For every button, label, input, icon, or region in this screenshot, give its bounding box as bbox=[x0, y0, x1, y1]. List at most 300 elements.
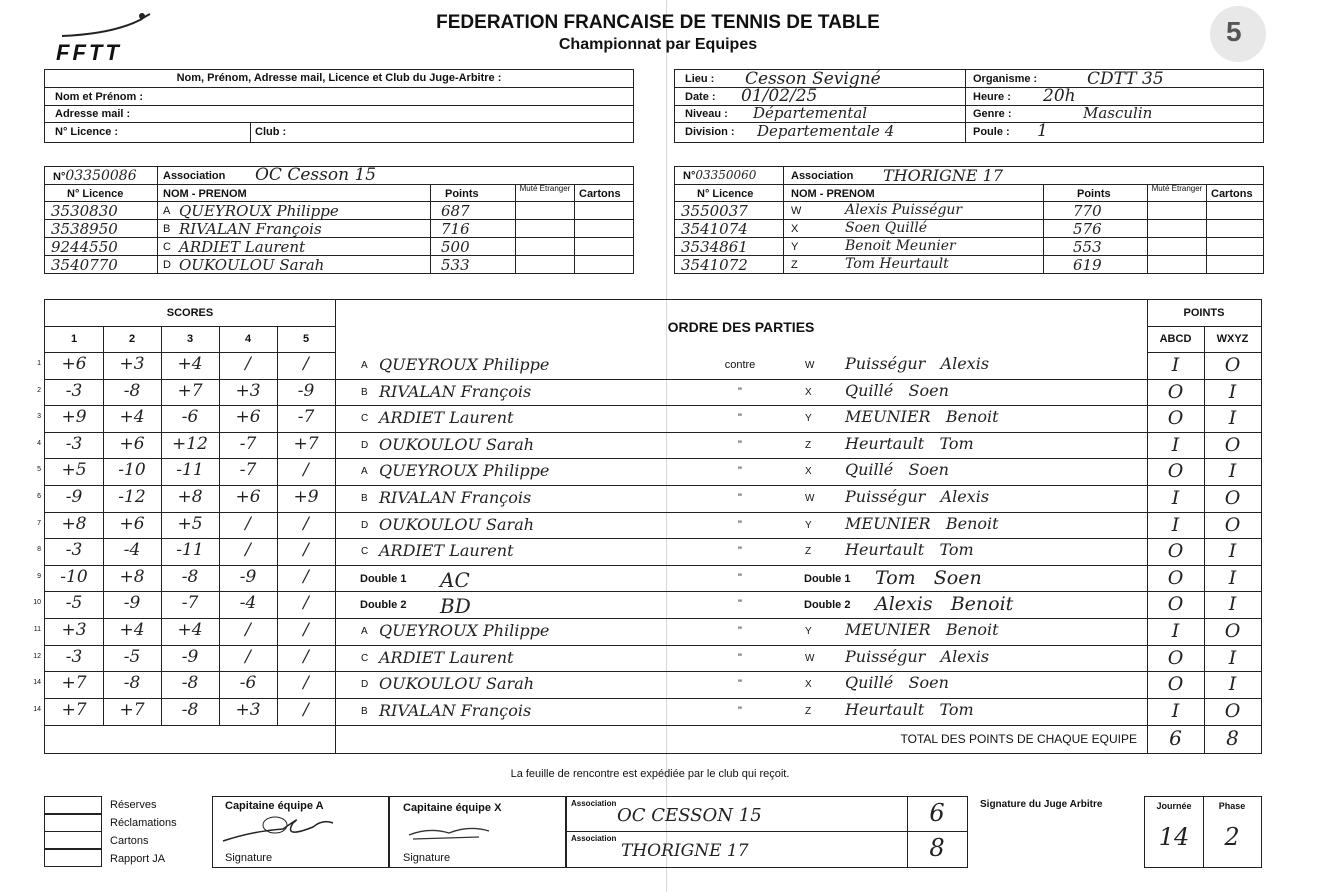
player-a-name: RIVALAN François bbox=[379, 381, 532, 401]
set-score: / bbox=[245, 540, 251, 561]
player-x-name: Heurtault Tom bbox=[845, 699, 974, 719]
set-score: -8 bbox=[123, 380, 141, 401]
reclamations-checkbox[interactable] bbox=[44, 813, 102, 832]
set-score: -4 bbox=[123, 540, 141, 561]
player-x-name: Puisségur Alexis bbox=[845, 354, 990, 373]
set-score: +6 bbox=[61, 354, 87, 374]
scores-header: SCORES bbox=[166, 307, 214, 319]
player-x-name: MEUNIER Benoit bbox=[845, 513, 999, 533]
player-licence: 3550037 bbox=[681, 202, 748, 220]
assoc-a-name: OC CESSON 15 bbox=[617, 805, 762, 826]
set-header-4: 4 bbox=[244, 333, 252, 345]
date-label: Date : bbox=[685, 91, 716, 103]
player-x-name: Tom Soen bbox=[875, 566, 982, 589]
player-x-letter: Y bbox=[805, 519, 812, 531]
point-wxyz: O bbox=[1224, 354, 1241, 376]
player-a-letter: B bbox=[361, 493, 368, 504]
point-wxyz: O bbox=[1224, 513, 1241, 536]
player-name: Soen Quillé bbox=[845, 220, 927, 236]
match-number: 14 bbox=[33, 705, 41, 713]
set-header-2: 2 bbox=[128, 333, 136, 345]
captain-a-label: Capitaine équipe A bbox=[225, 800, 324, 812]
match-info-box bbox=[674, 69, 1264, 143]
player-a-name: BD bbox=[440, 594, 471, 619]
set-score: -6 bbox=[181, 407, 199, 428]
set-header-5: 5 bbox=[302, 333, 310, 345]
incident-checkboxes bbox=[44, 796, 204, 868]
point-wxyz: O bbox=[1224, 699, 1241, 722]
player-licence: 3541072 bbox=[681, 256, 748, 274]
point-wxyz: I bbox=[1228, 540, 1237, 563]
set-score: -5 bbox=[65, 593, 83, 614]
set-score: +4 bbox=[177, 620, 203, 640]
player-letter: D bbox=[163, 259, 171, 271]
footer-note: La feuille de rencontre est expédiée par le club qui reçoit. bbox=[510, 768, 790, 780]
set-score: / bbox=[303, 593, 309, 614]
captain-x-signature-label: Signature bbox=[403, 852, 451, 864]
set-score: / bbox=[303, 540, 309, 561]
point-wxyz: I bbox=[1228, 673, 1237, 696]
player-licence: 3530830 bbox=[51, 202, 118, 220]
player-a-letter: D bbox=[361, 519, 369, 531]
player-x-letter: Z bbox=[805, 705, 812, 717]
player-x-letter: Z bbox=[805, 546, 812, 558]
logo-text: FFTT bbox=[56, 40, 122, 65]
match-number: 8 bbox=[37, 546, 41, 554]
set-score: +9 bbox=[61, 407, 87, 428]
referee-name-label: Nom et Prénom : bbox=[55, 91, 144, 103]
player-x-name: Quillé Soen bbox=[845, 673, 949, 693]
point-abcd: O bbox=[1167, 460, 1184, 483]
team-x-col-cartons: Cartons bbox=[1211, 188, 1253, 200]
set-score: / bbox=[303, 646, 309, 667]
team-a-assoc-label: Association bbox=[163, 170, 226, 182]
set-score: +9 bbox=[293, 487, 319, 507]
team-a-roster bbox=[44, 166, 634, 274]
contre-label: " bbox=[738, 385, 742, 398]
contre-label: " bbox=[738, 465, 742, 478]
player-name: Alexis Puisségur bbox=[845, 202, 963, 218]
set-score: -9 bbox=[297, 380, 315, 401]
player-a-letter: B bbox=[361, 705, 368, 717]
journee-label: Journée bbox=[1156, 801, 1192, 811]
team-x-col-points: Points bbox=[1077, 188, 1111, 200]
division-value: Departementale 4 bbox=[757, 122, 895, 140]
player-x-letter: X bbox=[805, 679, 812, 691]
set-score: / bbox=[303, 620, 309, 640]
heure-value: 20h bbox=[1043, 86, 1076, 106]
player-name: OUKOULOU Sarah bbox=[179, 256, 325, 274]
match-number: 1 bbox=[37, 360, 41, 367]
set-score: +4 bbox=[177, 354, 203, 374]
match-number: 7 bbox=[37, 519, 41, 527]
point-abcd: O bbox=[1167, 540, 1184, 563]
player-x-name: Quillé Soen bbox=[845, 380, 949, 400]
division-label: Division : bbox=[685, 126, 735, 138]
point-wxyz: I bbox=[1228, 460, 1237, 483]
wxyz-header: WXYZ bbox=[1216, 333, 1249, 345]
set-score: +8 bbox=[61, 513, 87, 534]
point-abcd: I bbox=[1171, 433, 1180, 456]
set-score: +3 bbox=[61, 620, 87, 640]
player-x-name: Heurtault Tom bbox=[845, 433, 974, 453]
set-score: -9 bbox=[181, 646, 199, 667]
contre-label: " bbox=[738, 571, 742, 584]
set-score: -5 bbox=[123, 646, 141, 667]
player-name: RIVALAN François bbox=[179, 220, 322, 238]
player-letter: Z bbox=[791, 259, 798, 271]
player-x-name: Puisségur Alexis bbox=[845, 646, 990, 666]
set-score: -11 bbox=[176, 540, 204, 561]
team-a-number-suffix: 6 bbox=[127, 168, 137, 184]
set-score: +4 bbox=[119, 407, 145, 428]
player-a-letter: A bbox=[361, 626, 368, 637]
set-score: +12 bbox=[172, 433, 208, 454]
player-x-letter: X bbox=[805, 386, 812, 398]
point-wxyz: I bbox=[1228, 407, 1237, 430]
player-name: Benoit Meunier bbox=[845, 238, 956, 254]
point-wxyz: I bbox=[1228, 566, 1237, 589]
phase-label: Phase bbox=[1218, 801, 1246, 811]
order-header: ORDRE DES PARTIES bbox=[667, 319, 815, 335]
player-a-letter: C bbox=[361, 546, 369, 558]
set-score: / bbox=[245, 620, 251, 640]
player-name: QUEYROUX Philippe bbox=[179, 202, 339, 220]
genre-value: Masculin bbox=[1083, 104, 1153, 122]
referee-box bbox=[44, 69, 634, 143]
player-a-name: OUKOULOU Sarah bbox=[379, 674, 535, 694]
total-wxyz: 8 bbox=[1226, 726, 1239, 750]
player-x-name: MEUNIER Benoit bbox=[845, 620, 999, 639]
team-a-col-mute: Muté Etranger bbox=[519, 184, 571, 193]
player-letter: X bbox=[791, 223, 799, 235]
point-abcd: I bbox=[1171, 620, 1180, 642]
point-abcd: O bbox=[1167, 673, 1184, 696]
player-points: 716 bbox=[441, 220, 470, 238]
player-a-letter: A bbox=[361, 466, 368, 478]
team-x-number-value: 03350060 bbox=[695, 168, 757, 182]
set-score: -11 bbox=[176, 460, 204, 481]
team-x-roster bbox=[674, 166, 1264, 274]
captain-a-signature-label: Signature bbox=[225, 852, 273, 864]
point-abcd: O bbox=[1167, 380, 1184, 403]
team-a-number-prefix: N° bbox=[53, 171, 66, 183]
player-x-letter: Y bbox=[805, 626, 812, 637]
player-a-name: ARDIET Laurent bbox=[379, 408, 514, 428]
match-number: 14 bbox=[33, 679, 41, 687]
assoc-x-label: Association bbox=[571, 834, 617, 843]
set-score: / bbox=[245, 646, 251, 667]
reclamations-label: Réclamations bbox=[110, 817, 177, 829]
point-wxyz: I bbox=[1228, 593, 1237, 616]
player-a-name: RIVALAN François bbox=[379, 700, 532, 720]
set-score: -9 bbox=[65, 487, 83, 507]
team-a-col-points: Points bbox=[445, 188, 479, 200]
page-subtitle: Championnat par Equipes bbox=[558, 36, 758, 53]
set-score: -6 bbox=[239, 673, 257, 694]
player-a-name: QUEYROUX Philippe bbox=[379, 461, 550, 481]
set-score: -8 bbox=[181, 673, 199, 694]
match-number: 4 bbox=[37, 439, 41, 447]
set-score: +7 bbox=[293, 433, 319, 454]
lieu-value: Cesson Sevigné bbox=[745, 69, 881, 89]
rapport-checkbox[interactable] bbox=[44, 848, 102, 867]
set-score: +5 bbox=[177, 513, 203, 534]
referee-club-label: Club : bbox=[255, 126, 287, 138]
player-x-name: Alexis Benoit bbox=[875, 593, 1014, 616]
set-score: -9 bbox=[239, 566, 257, 587]
niveau-value: Départemental bbox=[753, 104, 868, 122]
captain-x-box bbox=[388, 796, 566, 868]
set-score: -9 bbox=[123, 593, 141, 614]
team-a-col-cartons: Cartons bbox=[579, 188, 621, 200]
niveau-label: Niveau : bbox=[685, 108, 728, 120]
player-points: 500 bbox=[441, 238, 470, 256]
player-x-letter: Double 2 bbox=[804, 599, 851, 612]
heure-label: Heure : bbox=[973, 91, 1011, 103]
team-x-number-prefix: N° bbox=[683, 170, 696, 182]
contre-label: " bbox=[738, 412, 742, 425]
rapport-label: Rapport JA bbox=[110, 853, 166, 865]
contre-label: " bbox=[738, 438, 742, 451]
player-points: 576 bbox=[1073, 220, 1102, 238]
abcd-header: ABCD bbox=[1159, 333, 1192, 345]
set-score: -3 bbox=[65, 380, 83, 401]
contre-label: " bbox=[738, 598, 742, 611]
set-score: +6 bbox=[235, 407, 261, 428]
player-points: 533 bbox=[441, 256, 470, 274]
player-letter: Y bbox=[791, 241, 799, 253]
team-a-number bbox=[53, 168, 137, 184]
player-a-name: AC bbox=[440, 567, 470, 592]
player-licence: 9244550 bbox=[51, 238, 118, 256]
right-logo-number: 5 bbox=[1226, 16, 1242, 47]
phase-value: 2 bbox=[1224, 823, 1240, 851]
player-name: Tom Heurtault bbox=[845, 256, 949, 272]
player-points: 619 bbox=[1073, 256, 1102, 274]
player-x-name: Heurtault Tom bbox=[845, 540, 974, 560]
player-a-name: QUEYROUX Philippe bbox=[379, 355, 550, 374]
journee-phase-box bbox=[1144, 796, 1262, 868]
player-x-name: MEUNIER Benoit bbox=[845, 407, 999, 427]
set-score: -3 bbox=[65, 646, 83, 667]
match-number: 11 bbox=[33, 626, 41, 633]
match-number: 12 bbox=[33, 652, 41, 660]
poule-value: 1 bbox=[1037, 121, 1048, 141]
team-a-col-name: NOM - PRENOM bbox=[163, 188, 247, 200]
set-score: -10 bbox=[118, 460, 146, 481]
point-abcd: I bbox=[1171, 699, 1180, 722]
set-score: / bbox=[245, 354, 251, 374]
point-wxyz: O bbox=[1224, 487, 1241, 509]
assoc-a-score: 6 bbox=[929, 799, 945, 827]
captain-x-signature-icon bbox=[389, 817, 565, 847]
captain-x-label: Capitaine équipe X bbox=[403, 802, 502, 814]
set-score: -7 bbox=[239, 433, 257, 454]
player-points: 770 bbox=[1073, 202, 1102, 220]
contre-label: " bbox=[738, 492, 742, 504]
player-a-letter: B bbox=[361, 386, 368, 398]
contre-label: " bbox=[738, 545, 742, 558]
set-score: +3 bbox=[235, 380, 261, 401]
set-score: +7 bbox=[61, 673, 87, 694]
player-a-letter: D bbox=[361, 439, 369, 451]
set-score: -7 bbox=[297, 407, 315, 428]
set-score: +7 bbox=[61, 699, 87, 720]
set-score: / bbox=[303, 354, 309, 374]
player-a-letter: C bbox=[361, 413, 369, 425]
player-name: ARDIET Laurent bbox=[179, 238, 306, 256]
team-x-col-mute: Muté Etranger bbox=[1151, 184, 1203, 193]
set-score: +7 bbox=[177, 380, 203, 401]
point-wxyz: I bbox=[1228, 646, 1237, 669]
player-letter: W bbox=[791, 205, 802, 217]
match-number: 9 bbox=[37, 572, 41, 580]
player-a-name: ARDIET Laurent bbox=[379, 541, 514, 561]
set-header-3: 3 bbox=[186, 333, 194, 345]
set-score: -7 bbox=[181, 593, 199, 614]
set-score: / bbox=[303, 460, 309, 481]
set-score: +6 bbox=[235, 487, 261, 507]
point-abcd: I bbox=[1171, 513, 1180, 536]
point-abcd: I bbox=[1171, 354, 1180, 376]
set-score: -7 bbox=[239, 460, 257, 481]
player-a-name: QUEYROUX Philippe bbox=[379, 621, 550, 640]
player-letter: B bbox=[163, 223, 171, 235]
date-value: 01/02/25 bbox=[741, 86, 818, 106]
point-abcd: I bbox=[1171, 487, 1180, 509]
team-x-number bbox=[683, 168, 756, 182]
set-score: -3 bbox=[65, 540, 83, 561]
set-header-1: 1 bbox=[70, 333, 78, 345]
organisme-label: Organisme : bbox=[973, 73, 1038, 85]
fftt-logo bbox=[52, 6, 162, 66]
point-wxyz: O bbox=[1224, 620, 1241, 642]
totals-label: TOTAL DES POINTS DE CHAQUE EQUIPE bbox=[900, 732, 1137, 746]
team-x-assoc-value: THORIGNE 17 bbox=[883, 166, 1004, 185]
total-abcd: 6 bbox=[1169, 726, 1182, 750]
team-x-assoc-label: Association bbox=[791, 170, 854, 182]
player-a-letter: D bbox=[361, 679, 369, 691]
set-score: -8 bbox=[181, 699, 199, 720]
contre-label: " bbox=[738, 625, 742, 637]
referee-heading: Nom, Prénom, Adresse mail, Licence et Club du Juge-Arbitre : bbox=[176, 72, 502, 84]
set-score: / bbox=[303, 699, 309, 720]
set-score: / bbox=[303, 673, 309, 694]
referee-licence-label: N° Licence : bbox=[55, 126, 119, 138]
player-x-letter: W bbox=[805, 652, 815, 664]
match-number: 6 bbox=[37, 493, 41, 500]
player-a-name: OUKOULOU Sarah bbox=[379, 434, 535, 454]
team-a-col-licence: N° Licence bbox=[67, 188, 124, 200]
set-score: / bbox=[245, 513, 251, 534]
set-score: -8 bbox=[181, 566, 199, 587]
player-licence: 3541074 bbox=[681, 220, 748, 238]
player-x-name: Quillé Soen bbox=[845, 460, 949, 480]
assoc-x-name: THORIGNE 17 bbox=[621, 841, 749, 861]
team-x-col-licence: N° Licence bbox=[697, 188, 754, 200]
matches-table bbox=[33, 299, 1262, 754]
set-score: +3 bbox=[235, 699, 261, 720]
organisme-value: CDTT 35 bbox=[1087, 69, 1164, 89]
set-score: -4 bbox=[239, 593, 257, 614]
lieu-label: Lieu : bbox=[685, 73, 715, 85]
assoc-x-score: 8 bbox=[929, 834, 945, 862]
player-letter: A bbox=[163, 205, 171, 217]
contre-label: contre bbox=[724, 359, 756, 371]
player-points: 687 bbox=[441, 202, 470, 220]
cartons-label: Cartons bbox=[110, 835, 149, 847]
set-score: +6 bbox=[119, 433, 145, 454]
player-x-letter: X bbox=[805, 466, 812, 478]
referee-email-label: Adresse mail : bbox=[55, 108, 131, 120]
set-score: / bbox=[303, 513, 309, 534]
page-title: FEDERATION FRANCAISE DE TENNIS DE TABLE bbox=[436, 12, 880, 33]
player-x-letter: Double 1 bbox=[804, 572, 851, 585]
player-a-letter: C bbox=[361, 652, 369, 664]
genre-label: Genre : bbox=[973, 108, 1012, 120]
point-wxyz: I bbox=[1228, 380, 1237, 403]
match-number: 3 bbox=[37, 413, 41, 421]
journee-value: 14 bbox=[1158, 823, 1190, 851]
player-a-name: RIVALAN François bbox=[379, 488, 532, 507]
contre-label: " bbox=[738, 678, 742, 691]
set-score: +8 bbox=[119, 566, 145, 587]
captain-a-box bbox=[212, 796, 390, 868]
match-number: 10 bbox=[33, 599, 41, 607]
match-number: 2 bbox=[37, 386, 41, 394]
assoc-a-label: Association bbox=[571, 799, 617, 808]
contre-label: " bbox=[738, 651, 742, 664]
captain-a-signature-icon bbox=[213, 809, 389, 849]
poule-label: Poule : bbox=[973, 126, 1010, 138]
set-score: -8 bbox=[123, 673, 141, 694]
contre-label: " bbox=[738, 704, 742, 717]
player-licence: 3534861 bbox=[681, 238, 748, 256]
set-score: -3 bbox=[65, 433, 83, 454]
set-score: +3 bbox=[119, 354, 145, 374]
team-x-col-name: NOM - PRENOM bbox=[791, 188, 875, 200]
point-abcd: O bbox=[1167, 566, 1184, 589]
set-score: +4 bbox=[119, 620, 145, 640]
player-x-name: Puisségur Alexis bbox=[845, 487, 990, 506]
player-points: 553 bbox=[1073, 238, 1102, 256]
referee-signature-label: Signature du Juge Arbitre bbox=[980, 799, 1103, 810]
set-score: +5 bbox=[61, 460, 87, 481]
player-a-name: OUKOULOU Sarah bbox=[379, 514, 535, 534]
player-x-letter: Y bbox=[805, 413, 812, 425]
player-x-letter: W bbox=[805, 360, 815, 371]
player-a-name: ARDIET Laurent bbox=[379, 647, 514, 667]
set-score: +6 bbox=[119, 513, 145, 534]
player-a-letter: A bbox=[361, 360, 368, 371]
player-x-letter: W bbox=[805, 493, 815, 504]
point-abcd: O bbox=[1167, 407, 1184, 430]
point-wxyz: O bbox=[1224, 433, 1241, 456]
player-licence: 3540770 bbox=[51, 256, 118, 274]
set-score: +8 bbox=[177, 487, 203, 507]
reserves-label: Réserves bbox=[110, 799, 157, 811]
association-results-box bbox=[566, 796, 968, 868]
player-letter: C bbox=[163, 241, 171, 253]
points-header: POINTS bbox=[1183, 307, 1225, 319]
set-score: -10 bbox=[60, 566, 88, 587]
right-logo bbox=[1210, 6, 1266, 62]
player-a-letter: Double 2 bbox=[360, 599, 407, 612]
point-abcd: O bbox=[1167, 646, 1184, 669]
set-score: +7 bbox=[119, 699, 145, 720]
set-score: -12 bbox=[118, 487, 146, 507]
